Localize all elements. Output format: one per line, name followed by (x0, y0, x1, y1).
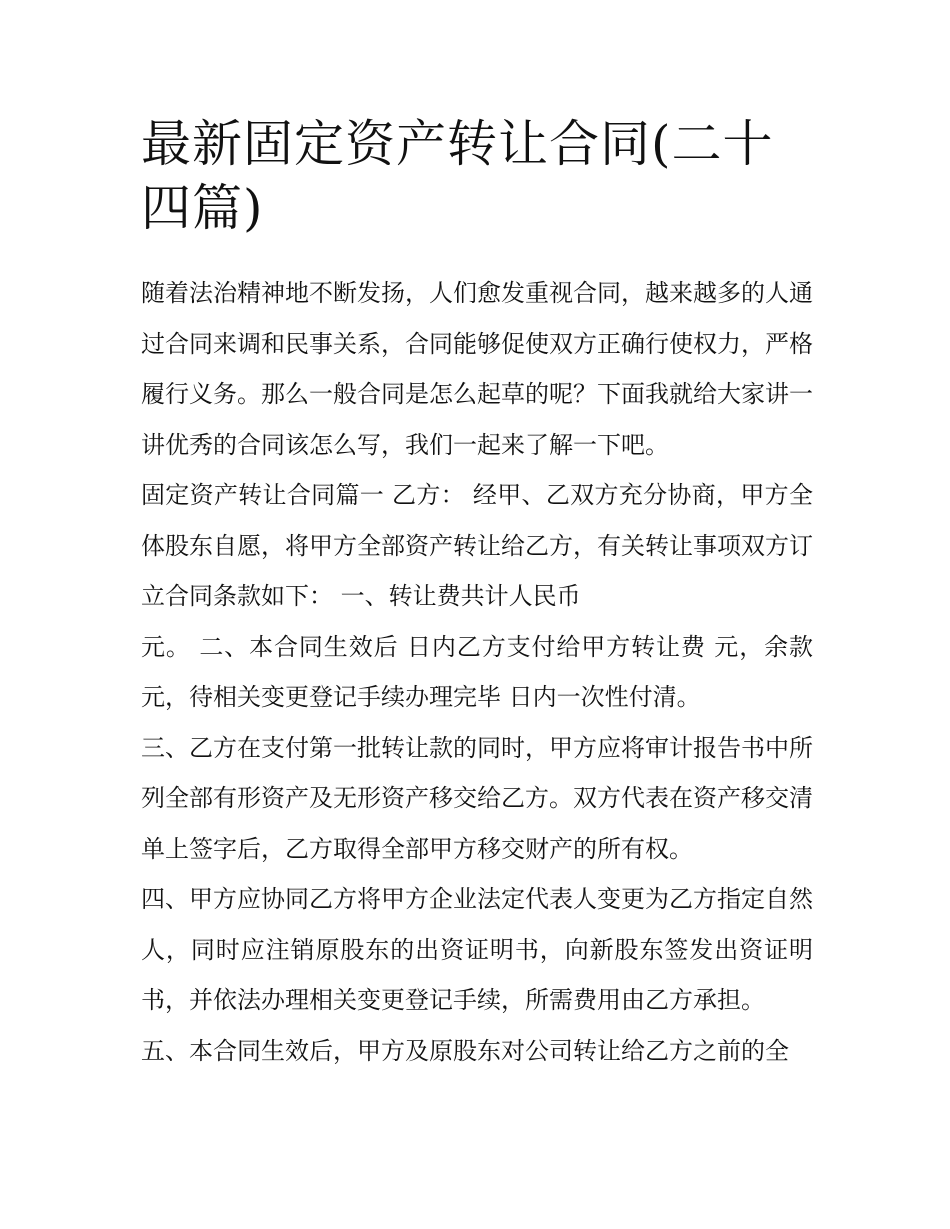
contract-paragraph-1: 固定资产转让合同篇一 乙方： 经甲、乙双方充分协商，甲方全体股东自愿，将甲方全部资产转让给乙方，有关转让事项双方订立合同条款如下： 一、转让费共计人民币 (141, 481, 813, 610)
contract-paragraph-5: 五、本合同生效后，甲方及原股东对公司转让给乙方之前的全 (141, 1036, 789, 1065)
document-page (141, 112, 813, 1076)
document-title: 最新固定资产转让合同(二十四篇) (141, 115, 774, 237)
intro-paragraph: 随着法治精神地不断发扬，人们愈发重视合同，越来越多的人通过合同来调和民事关系，合同能够促使双方正确行使权力，严格履行义务。那么一般合同是怎么起草的呢？下面我就给大家讲一讲优秀的合同该怎么写，我们一起来了解一下吧。 (141, 279, 813, 459)
contract-paragraph-3: 三、乙方在支付第一批转让款的同时，甲方应将审计报告书中所列全部有形资产及无形资产移交给乙方。双方代表在资产移交清单上签字后，乙方取得全部甲方移交财产的所有权。 (141, 733, 813, 863)
contract-paragraph-2: 元。 二、本合同生效后 日内乙方支付给甲方转让费 元，余款元，待相关变更登记手续办理完毕 日内一次性付清。 (141, 632, 813, 711)
contract-paragraph-4: 四、甲方应协同乙方将甲方企业法定代表人变更为乙方指定自然人，同时应注销原股东的出资证明书，向新股东签发出资证明书，并依法办理相关变更登记手续，所需费用由乙方承担。 (141, 885, 813, 1014)
